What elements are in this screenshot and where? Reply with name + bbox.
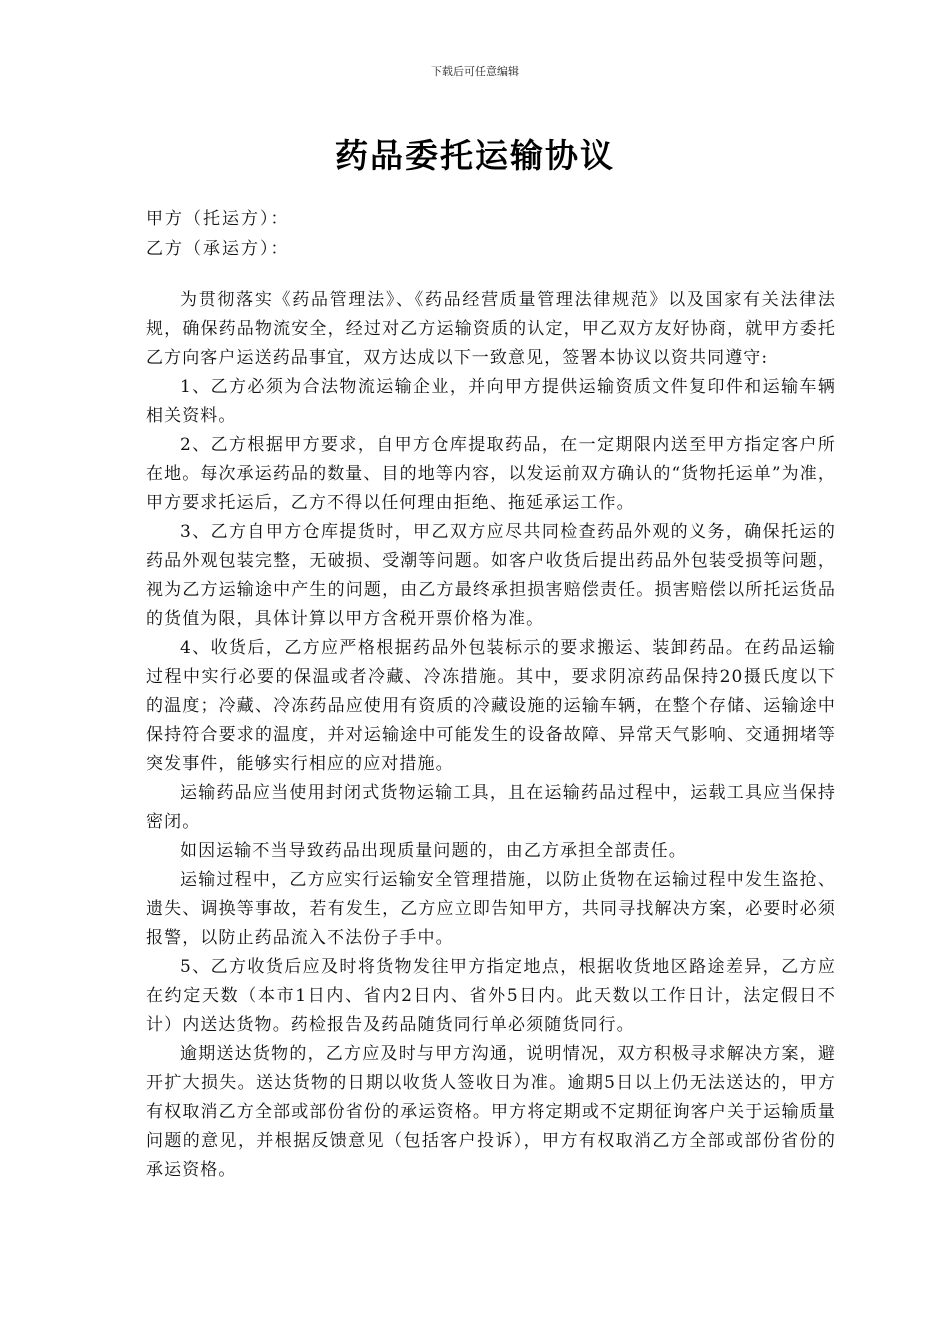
paragraph-late-delivery: 逾期送达货物的，乙方应及时与甲方沟通，说明情况，双方积极寻求解决方案，避开扩大损失。送达货物的日期以收货人签收日为准。逾期5日以上仍无法送达的，甲方有权取消乙方全部或部份省份的承运资格。甲方将定期或不定期征询客户关于运输质量问题的意见，并根据反馈意见（包括客户投诉），甲方有权取消乙方全部或部份省份的承运资格。 bbox=[146, 1044, 836, 1180]
paragraph-quality-liability: 如因运输不当导致药品出现质量问题的，由乙方承担全部责任。 bbox=[180, 841, 687, 861]
party-b-line: 乙方（承运方）： bbox=[146, 239, 290, 259]
header-note: 下载后可任意编辑 bbox=[431, 65, 519, 78]
agreement-body bbox=[146, 286, 836, 1185]
paragraph-clause-2: 2、乙方根据甲方要求，自甲方仓库提取药品，在一定期限内送至甲方指定客户所在地。每次承运药品的数量、目的地等内容，以发运前双方确认的“货物托运单”为准，甲方要求托运后，乙方不得以任何理由拒绝、拖延承运工作。 bbox=[146, 435, 836, 513]
paragraph-preamble: 为贯彻落实《药品管理法》、《药品经营质量管理法律规范》以及国家有关法律法规，确保药品物流安全，经过对乙方运输资质的认定，甲乙双方友好协商，就甲方委托乙方向客户运送药品事宜，双方达成以下一致意见，签署本协议以资共同遵守: bbox=[146, 290, 836, 368]
document-title: 药品委托运输协议 bbox=[335, 136, 615, 175]
paragraph-sealed-transport: 运输药品应当使用封闭式货物运输工具，且在运输药品过程中，运载工具应当保持密闭。 bbox=[146, 783, 836, 832]
parties-block bbox=[146, 204, 806, 264]
paragraph-safety-measures: 运输过程中，乙方应实行运输安全管理措施，以防止货物在运输过程中发生盗抢、遗失、调换等事故，若有发生，乙方应立即告知甲方，共同寻找解决方案，必要时必须报警，以防止药品流入不法份子手中。 bbox=[146, 870, 836, 948]
paragraph-clause-1: 1、乙方必须为合法物流运输企业，并向甲方提供运输资质文件复印件和运输车辆相关资料。 bbox=[146, 377, 836, 426]
party-a-line: 甲方（托运方）： bbox=[146, 209, 290, 229]
paragraph-clause-4: 4、收货后，乙方应严格根据药品外包装标示的要求搬运、装卸药品。在药品运输过程中实行必要的保温或者冷藏、冷冻措施。其中，要求阴凉药品保持20摄氏度以下的温度；冷藏、冷冻药品应使用有资质的冷藏设施的运输车辆，在整个存储、运输途中保持符合要求的温度，并对运输途中可能发生的设备故障、异常天气影响、交通拥堵等突发事件，能够实行相应的应对措施。 bbox=[146, 638, 836, 774]
paragraph-clause-3: 3、乙方自甲方仓库提货时，甲乙双方应尽共同检查药品外观的义务，确保托运的药品外观包装完整，无破损、受潮等问题。如客户收货后提出药品外包装受损等问题，视为乙方运输途中产生的问题，由乙方最终承担损害赔偿责任。损害赔偿以所托运货品的货值为限，具体计算以甲方含税开票价格为准。 bbox=[146, 522, 836, 629]
paragraph-clause-5: 5、乙方收货后应及时将货物发往甲方指定地点，根据收货地区路途差异，乙方应在约定天数（本市1日内、省内2日内、省外5日内。此天数以工作日计，法定假日不计）内送达货物。药检报告及药品随货同行单必须随货同行。 bbox=[146, 957, 836, 1035]
